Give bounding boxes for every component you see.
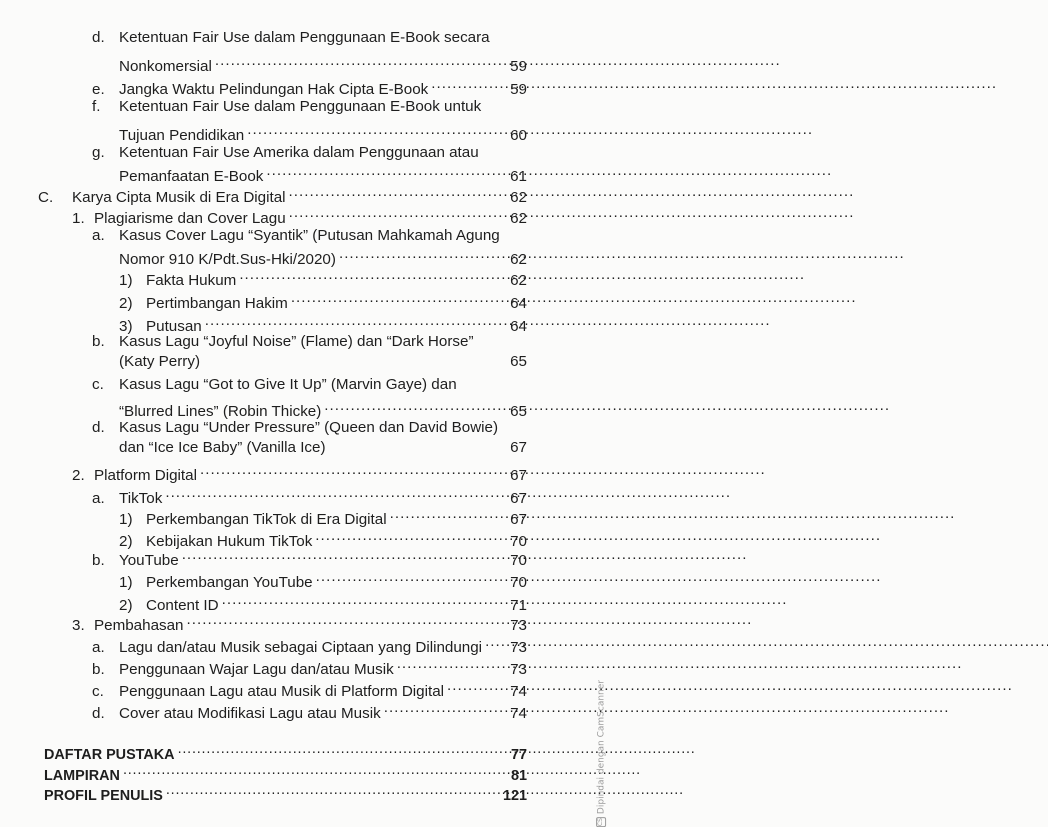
toc-leader — [205, 311, 495, 331]
toc-page: 60 — [510, 127, 527, 144]
toc-title: Lagu dan/atau Musik sebagai Ciptaan yang Dilindungi — [119, 639, 483, 656]
toc-label: b. — [92, 333, 105, 350]
toc-page: 67 — [510, 439, 527, 456]
toc-title: Penggunaan Wajar Lagu dan/atau Musik — [119, 661, 394, 678]
toc-title: Pemanfaatan E-Book — [119, 168, 264, 185]
toc-page: 70 — [510, 574, 527, 591]
toc-title: “Blurred Lines” (Robin Thicke) — [119, 403, 322, 420]
toc-page: 61 — [510, 168, 527, 185]
toc-page: 73 — [510, 617, 527, 634]
toc-label: 1) — [119, 511, 133, 528]
toc-title: Ketentuan Fair Use dalam Penggunaan E-Book secara — [119, 29, 490, 46]
toc-entry-g-line1 — [92, 143, 479, 163]
toc-page: 67 — [510, 467, 527, 484]
toc-page: 65 — [510, 403, 527, 420]
watermark-text: Dipindai dengan CamScanner — [596, 680, 607, 815]
toc-title: Kasus Cover Lagu “Syantik” (Putusan Mahkamah Agung — [119, 227, 500, 244]
toc-label: a. — [92, 227, 105, 244]
toc-leader — [390, 504, 495, 524]
toc-entry-profil-penulis[interactable] — [44, 780, 527, 806]
toc-label: f. — [92, 98, 101, 115]
toc-title: TikTok — [119, 490, 163, 507]
toc-title: Kebijakan Hukum TikTok — [146, 533, 313, 550]
toc-label: 3) — [119, 318, 133, 335]
toc-title: Cover atau Modifikasi Lagu atau Musik — [119, 705, 381, 722]
toc-label: 2) — [119, 533, 133, 550]
toc-title: Pertimbangan Hakim — [146, 295, 288, 312]
toc-page: 62 — [510, 272, 527, 289]
toc-label: d. — [92, 705, 105, 722]
toc-leader — [324, 396, 495, 416]
toc-title: YouTube — [119, 552, 179, 569]
toc-title: DAFTAR PUSTAKA — [44, 747, 175, 763]
toc-title: LAMPIRAN — [44, 768, 120, 784]
toc-entry-a-line1 — [92, 226, 500, 246]
toc-page: 73 — [510, 661, 527, 678]
toc-entry-d2-line1 — [92, 418, 498, 438]
toc-entry-c-line1 — [92, 375, 457, 395]
toc-leader — [239, 265, 495, 285]
toc-title: Kasus Lagu “Got to Give It Up” (Marvin Gaye) dan — [119, 376, 457, 393]
toc-title: Pembahasan — [94, 617, 184, 634]
toc-title: Penggunaan Lagu atau Musik di Platform Digital — [119, 683, 445, 700]
toc-leader — [215, 51, 495, 71]
toc-title: Putusan — [146, 318, 202, 335]
toc-label: 2) — [119, 295, 133, 312]
toc-page: 62 — [510, 210, 527, 227]
toc-page: 70 — [510, 533, 527, 550]
toc-leader — [339, 244, 495, 264]
toc-title: Perkembangan YouTube — [146, 574, 313, 591]
toc-title: Nonkomersial — [119, 58, 212, 75]
toc-title: Content ID — [146, 597, 219, 614]
toc-page: 64 — [510, 318, 527, 335]
toc-leader — [266, 161, 495, 181]
toc-title: Plagiarisme dan Cover Lagu — [94, 210, 286, 227]
toc-leader — [431, 74, 495, 94]
toc-label: b. — [92, 661, 105, 678]
toc-label: d. — [92, 29, 105, 46]
toc-page: 62 — [510, 189, 527, 206]
toc-leader — [222, 590, 495, 610]
toc-leader — [384, 698, 495, 718]
toc-entry-b-line1 — [92, 332, 474, 352]
toc-label: 2) — [119, 597, 133, 614]
toc-page: 59 — [510, 81, 527, 98]
toc-label: d. — [92, 419, 105, 436]
toc-page: 73 — [510, 639, 527, 656]
toc-leader — [397, 654, 495, 674]
toc-leader — [316, 567, 495, 587]
toc-leader — [166, 780, 495, 800]
toc-leader — [178, 739, 495, 759]
toc-title: Fakta Hukum — [146, 272, 237, 289]
toc-leader — [247, 120, 495, 140]
toc-entry-d-cover[interactable] — [92, 698, 527, 724]
toc-page: 67 — [510, 490, 527, 507]
toc-title: PROFIL PENULIS — [44, 788, 163, 804]
toc-label: 2. — [72, 467, 85, 484]
toc-leader — [165, 483, 495, 503]
toc-leader — [187, 610, 495, 630]
toc-title: Tujuan Pendidikan — [119, 127, 245, 144]
toc-entry-f-line1 — [92, 97, 481, 117]
toc-label: 1) — [119, 574, 133, 591]
toc-label: 1. — [72, 210, 85, 227]
toc-label: e. — [92, 81, 105, 98]
toc-page: 121 — [502, 788, 527, 804]
toc-leader — [485, 632, 495, 652]
toc-page: 81 — [510, 768, 527, 784]
toc-leader — [447, 676, 495, 696]
toc-leader — [291, 288, 495, 308]
toc-page: 74 — [510, 683, 527, 700]
toc-label: C. — [38, 189, 54, 206]
toc-label: 1) — [119, 272, 133, 289]
toc-title: Jangka Waktu Pelindungan Hak Cipta E-Book — [119, 81, 429, 98]
toc-page: 77 — [510, 747, 527, 763]
toc-page: 65 — [510, 353, 527, 370]
toc-title: Ketentuan Fair Use Amerika dalam Penggunaan atau — [119, 144, 479, 161]
toc-entry-d-line1 — [92, 28, 490, 48]
toc-label: g. — [92, 144, 105, 161]
toc-page: 62 — [510, 251, 527, 268]
toc-entry-d2[interactable] — [119, 438, 527, 458]
toc-title: dan “Ice Ice Baby” (Vanilla Ice) — [119, 439, 326, 456]
toc-title: Kasus Lagu “Under Pressure” (Queen dan David Bowie) — [119, 419, 499, 436]
toc-page: 59 — [510, 58, 527, 75]
toc-title: Karya Cipta Musik di Era Digital — [72, 189, 286, 206]
toc-page: 71 — [510, 597, 527, 614]
toc-label: 3. — [72, 617, 85, 634]
toc-title: Perkembangan TikTok di Era Digital — [146, 511, 387, 528]
toc-leader — [123, 760, 495, 780]
toc-label: c. — [92, 376, 104, 393]
toc-leader — [289, 182, 495, 202]
toc-entry-b[interactable] — [119, 352, 527, 372]
toc-leader — [315, 526, 495, 546]
toc-label: a. — [92, 639, 105, 656]
camscanner-watermark — [596, 680, 607, 827]
toc-page: 64 — [510, 295, 527, 312]
toc-label: b. — [92, 552, 105, 569]
toc-leader — [200, 460, 495, 480]
toc-leader — [289, 203, 495, 223]
toc-title: (Katy Perry) — [119, 353, 201, 370]
toc-title: Platform Digital — [94, 467, 197, 484]
toc-title: Nomor 910 K/Pdt.Sus-Hki/2020) — [119, 251, 336, 268]
toc-title: Kasus Lagu “Joyful Noise” (Flame) dan “Dark Horse” — [119, 333, 474, 350]
toc-page: 67 — [510, 511, 527, 528]
toc-leader — [182, 545, 495, 565]
toc-label: a. — [92, 490, 105, 507]
camscanner-icon: CS — [597, 818, 604, 827]
toc-label: c. — [92, 683, 104, 700]
toc-page: 70 — [510, 552, 527, 569]
toc-title: Ketentuan Fair Use dalam Penggunaan E-Book untuk — [119, 98, 482, 115]
toc-page: 74 — [510, 705, 527, 722]
